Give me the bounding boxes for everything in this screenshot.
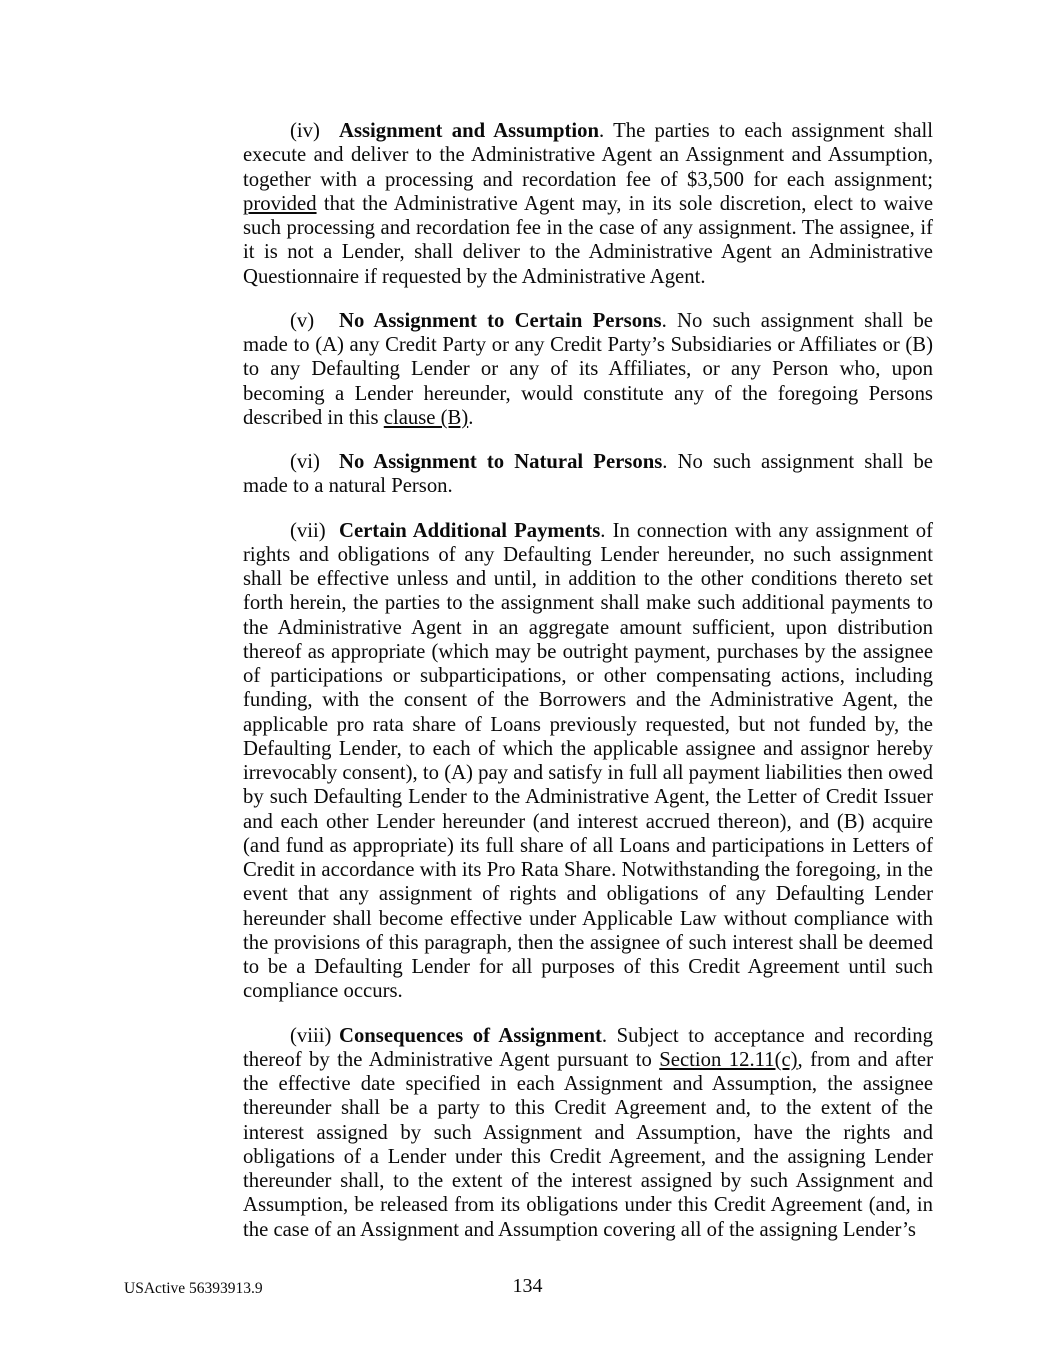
clause-text: . [468,406,474,429]
paragraph-iv [243,119,933,289]
paragraph-viii [243,1024,933,1242]
clause-text: . In connection with any assignment of rights and obligations of any Defaulting Lender hereunder, no such assignment shall be effective unless and until, in addition to the other conditions thereto set forth herein, the parties to the assignment shall make such additional payments to the Administrative Agent in an aggregate amount sufficient, upon distribution thereof as appropriate (which may be outright payment, purchases by the assignee of participations or subparticipations, or other compensating actions, including funding, with the consent of the Borrowers and the Administrative Agent, the applicable pro rata share of Loans previously requested, but not funded by, the Defaulting Lender, to each of which the applicable assignee and assignor hereby irrevocably consent), to (A) pay and satisfy in full all payment liabilities then owed by such Defaulting Lender to the Administrative Agent, the Letter of Credit Issuer and each other Lender hereunder (and interest accrued thereon), and (B) acquire (and fund as appropriate) its full share of all Loans and participations in Letters of Credit in accordance with its Pro Rata Share. Notwithstanding the foregoing, in the event that any assignment of rights and obligations of any Defaulting Lender hereunder shall become effective under Applicable Law without compliance with the provisions of this paragraph, then the assignee of such interest shall be deemed to be a Defaulting Lender for all purposes of this Credit Agreement until such compliance occurs. [243,519,933,1003]
paragraph-marker: (vii) [290,519,326,542]
clause-text: . No such assignment shall be made to (A) any Credit Party or any Credit Party’s Subsidiaries or Affiliates or (B) to any Defaulting Lender or any of its Affiliates, or any Person who, upon becoming a Lender hereunder, would constitute any of the foregoing Persons described in this [243,309,933,429]
document-body [243,119,933,1262]
clause-text: . Subject to acceptance and recording thereof by the Administrative Agent pursuant to [243,1024,933,1071]
clause-text: , from and after the effective date specified in each Assignment and Assumption, the assignee thereunder shall be a party to this Credit Agreement and, to the extent of the interest assigned by such Assignment and Assumption, have the rights and obligations of a Lender under this Credit Agreement, and the assigning Lender thereunder shall, to the extent of the interest assigned by such Assignment and Assumption, be released from its obligations under this Credit Agreement (and, in the case of an Assignment and Assumption covering all of the assigning Lender’s [243,1048,933,1241]
clause-heading: Consequences of Assignment [339,1024,602,1047]
clause-heading: Assignment and Assumption [339,120,600,142]
clause-text: . No such assignment shall be made to a natural Person. [243,451,933,498]
underlined-reference: Section 12.11(c) [659,1048,798,1071]
paragraph-marker: (vi) [290,451,320,473]
clause-heading: No Assignment to Certain Persons [339,309,662,332]
clause-text: . The parties to each assignment shall execute and deliver to the Administrative Agent an Assignment and Assumption, together with a processing and recordation fee of $3,500 for each assignment; [243,120,933,191]
paragraph-marker: (v) [290,309,315,332]
paragraph-v [243,309,933,430]
clause-heading: Certain Additional Payments [339,519,601,542]
clause-heading: No Assignment to Natural Persons [339,451,663,473]
clause-text: that the Administrative Agent may, in its sole discretion, elect to waive such processing and recordation fee in the case of any assignment. The assignee, if it is not a Lender, shall deliver to the Administrative Agent an Administrative Questionnaire if requested by the Administrative Agent. [243,192,933,288]
paragraph-marker: (viii) [290,1024,332,1047]
footer-page-number: 134 [512,1275,543,1297]
paragraph-vi [243,450,933,499]
paragraph-vii [243,519,933,1004]
underlined-reference: clause (B) [383,406,469,429]
paragraph-marker: (iv) [290,120,320,142]
underlined-reference: provided [243,192,317,215]
footer-document-id: USActive 56393913.9 [124,1280,263,1297]
